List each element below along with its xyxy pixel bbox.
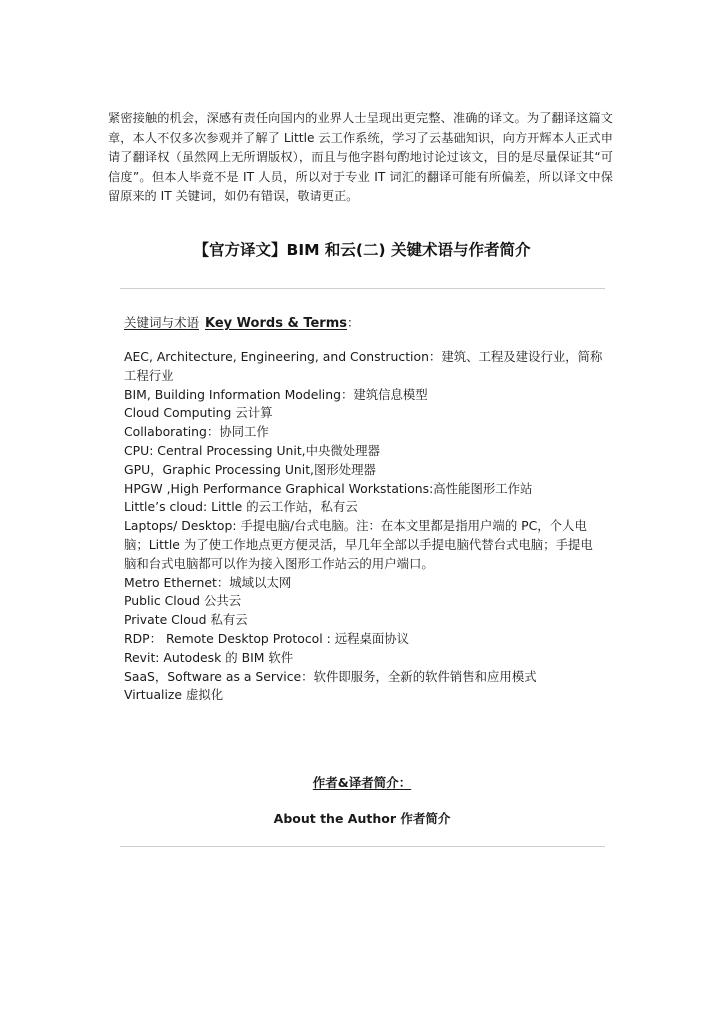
term-item: Cloud Computing 云计算 <box>124 405 273 421</box>
term-item: Collaborating：协同工作 <box>124 424 269 440</box>
author-section-heading-text: 作者&译者简介： <box>312 775 412 790</box>
term-item: Revit: Autodesk 的 BIM 软件 <box>124 649 294 665</box>
term-item: Laptops/ Desktop: 手提电脑/台式电脑。注：在本文里都是指用户端的 PC，个人电脑；Little 为了使工作地点更方便灵活，早几年全部以手提电脑代替台式电脑；手提电脑和台式电脑都可以作为接入图形工作站云的用户端口。 <box>124 518 593 571</box>
document-title: 【官方译文】BIM 和云(二) 关键术语与作者简介 <box>193 241 531 259</box>
top-divider <box>120 288 605 289</box>
term-item: Public Cloud 公共云 <box>124 593 242 609</box>
term-item: RDP： Remote Desktop Protocol : 远程桌面协议 <box>124 630 410 646</box>
term-item: AEC, Architecture, Engineering, and Construction：建筑、工程及建设行业，简称工程行业 <box>124 349 603 383</box>
keywords-heading-english: Key Words & Terms <box>205 316 347 331</box>
term-item: BIM, Building Information Modeling：建筑信息模型 <box>124 386 428 402</box>
intro-paragraph: 紧密接触的机会，深感有责任向国内的业界人士呈现出更完整、准确的译文。为了翻译这篇文章，本人不仅多次参观并了解了 Little 云工作系统，学习了云基础知识，向方开辉本人正式申请了翻译权（虽然网上无所谓版权），而且与他字斟句酌地讨论过该文，目的是尽量保证其“可信度”。但本人毕竟不是 IT 人员，所以对于专业 IT 词汇的翻译可能有所偏差，所以译文中保留原来的 IT 关键词，如仍有错误，敬请更正。 <box>108 111 613 204</box>
about-author-heading: About the Author 作者简介 <box>273 811 451 826</box>
term-item: GPU，Graphic Processing Unit,图形处理器 <box>124 461 376 477</box>
term-item: HPGW ,High Performance Graphical Workstations:高性能图形工作站 <box>124 480 533 496</box>
term-item: Metro Ethernet：城域以太网 <box>124 574 292 590</box>
terms-list <box>124 348 604 705</box>
term-item: SaaS，Software as a Service：软件即服务，全新的软件销售和应用模式 <box>124 668 537 684</box>
term-item: Private Cloud 私有云 <box>124 612 248 628</box>
term-item: Little’s cloud: Little 的云工作站，私有云 <box>124 499 358 515</box>
term-item: Virtualize 虚拟化 <box>124 687 224 703</box>
keywords-heading-underlined <box>124 315 347 330</box>
bottom-divider <box>120 846 605 847</box>
author-section-heading <box>0 773 724 791</box>
term-item: CPU: Central Processing Unit,中央微处理器 <box>124 442 380 458</box>
keywords-heading <box>124 313 360 331</box>
keywords-heading-colon: ： <box>346 315 360 330</box>
keywords-heading-chinese: 关键词与术语 <box>124 315 200 330</box>
